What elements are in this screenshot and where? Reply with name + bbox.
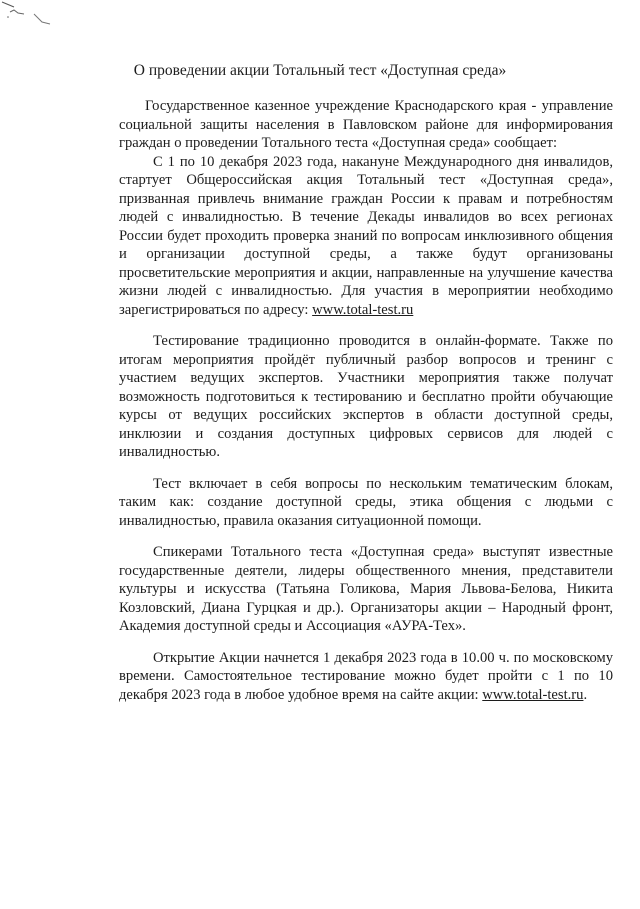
- website-link-2[interactable]: www.total-test.ru: [482, 686, 584, 703]
- paragraph-opening-text: Открытие Акции начнется 1 декабря 2023 года в 10.00 ч. по московскому времени. Самостоятельное тестирование можно будет пройти с 1 по 10 декабря 2023 года в любое удобное время на сайте акции:: [119, 649, 613, 703]
- paragraph-opening: [119, 649, 613, 705]
- scan-artifact: [0, 0, 60, 30]
- paragraph-intro: Государственное казенное учреждение Краснодарского края - управление социальной защиты населения в Павловском районе для информирования граждан о проведении Тотального теста «Доступная среда» сообщает:: [119, 98, 613, 151]
- website-link[interactable]: www.total-test.ru: [312, 301, 414, 318]
- paragraph-format: Тестирование традиционно проводится в онлайн-формате. Также по итогам мероприятия пройдёт публичный разбор вопросов и тренинг с участием ведущих экспертов. Участники мероприятия также получат возможность подготовиться к тестированию и бесплатно пройти обучающие курсы от ведущих российских экспертов в области доступной среды, инклюзии и создания доступных цифровых сервисов для людей с инвалидностью.: [119, 333, 613, 460]
- document-title: О проведении акции Тотальный тест «Доступная среда»: [133, 62, 507, 79]
- document-body: [119, 97, 613, 704]
- paragraph-speakers: Спикерами Тотального теста «Доступная среда» выступят известные государственные деятели, лидеры общественного мнения, представители культуры и искусства (Татьяна Голикова, Мария Львова-Белова, Никита Козловский, Диана Гурцкая и др.). Организаторы акции – Народный фронт, Академия доступной среды и Ассоциация «АУРА-Тех».: [119, 544, 613, 634]
- paragraph-dates-text: С 1 по 10 декабря 2023 года, накануне Международного дня инвалидов, стартует Общероссийская акция Тотальный тест «Доступная среда», призванная привлечь внимание граждан России к правам и потребностям людей с инвалидностью. В течение Декады инвалидов во всех регионах России будет проходить проверка знаний по вопросам инклюзивного общения и организации доступной среды, а также будут организованы просветительские мероприятия и акции, направленные на улучшение качества жизни людей с инвалидностью. Для участия в мероприятии необходимо зарегистрироваться по адресу:: [119, 153, 613, 318]
- paragraph-dates: [119, 153, 613, 320]
- paragraph-opening-end: .: [583, 686, 588, 703]
- paragraph-topics: Тест включает в себя вопросы по нескольким тематическим блокам, таким как: создание доступной среды, этика общения с людьми с инвалидностью, правила оказания ситуационной помощи.: [119, 475, 613, 529]
